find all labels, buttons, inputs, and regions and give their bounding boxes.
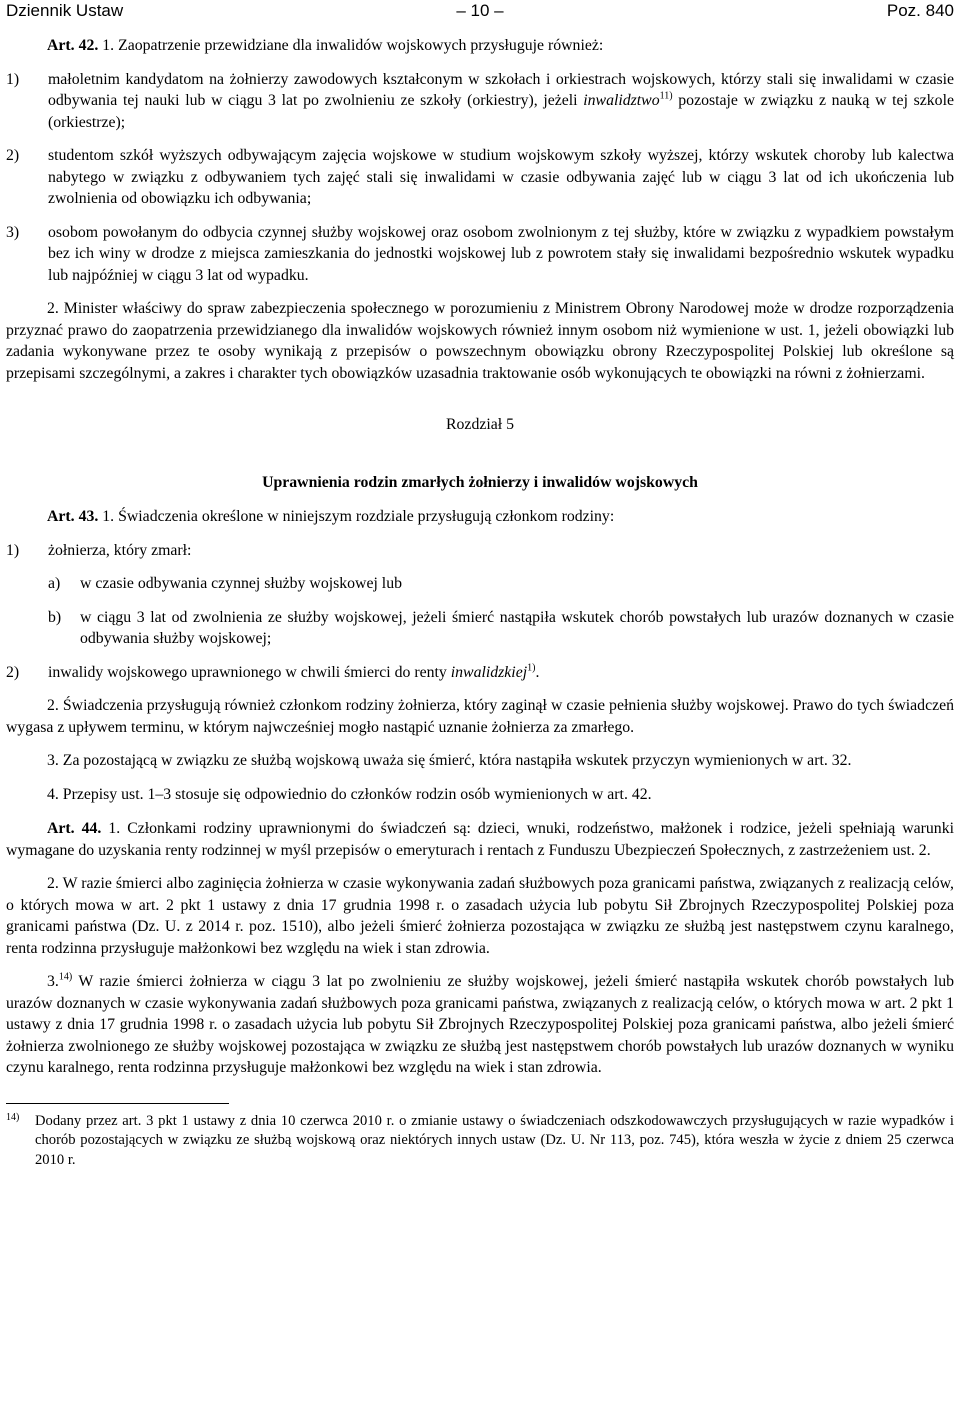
list-item bbox=[6, 222, 954, 287]
sub-item bbox=[6, 607, 954, 650]
item-number: 3) bbox=[6, 223, 20, 241]
item-text: inwalidy wojskowego uprawnionego w chwili śmierci do renty bbox=[48, 663, 451, 681]
footnote-ref: 11) bbox=[659, 90, 673, 102]
paragraph-text: W razie śmierci żołnierza w ciągu 3 lat po zwolnieniu ze służby wojskowej, jeżeli śmierć nastąpiła wskutek chorób powstałych lub urazów doznanych w czasie wykonywania zadań służbowych poza granicami państwa, związanych z realizacją celów, o których mowa w art. 2 pkt 1 ustawy z dnia 17 grudnia 1998 r. o zasadach użycia lub pobytu Sił Zbrojnych Rzeczypospolitej Polskiej poza granicami państwa, albo jeżeli śmierć żołnierza zwolnionego ze służby wojskowej pozostająca w związku ze służbą jest następstwem chorób powstałych lub urazów doznanych w wyniku czynu karalnego, renta rodzinna przysługuje małżonkowi bez względu na wiek i stan zdrowia. bbox=[6, 973, 954, 1076]
journal-name: Dziennik Ustaw bbox=[6, 1, 124, 20]
art-44-ust-3 bbox=[6, 971, 954, 1079]
item-text: małoletnim kandydatom na żołnierzy zawodowych kształconym w szkołach i orkiestrach wojskowych, którzy stali się inwalidami w czasie odbywania tej nauki lub w ciągu 3 lat po zwolnieniu ze szkoły (orkiestry), jeżeli bbox=[48, 70, 954, 109]
page-header bbox=[6, 0, 954, 22]
chapter-title: Uprawnienia rodzin zmarłych żołnierzy i inwalidów wojskowych bbox=[262, 473, 698, 491]
footnote-number: 14) bbox=[6, 1111, 20, 1123]
item-number: 1) bbox=[6, 70, 20, 88]
sub-item-text: w ciągu 3 lat od zwolnienia ze służby wojskowej, jeżeli śmierć nastąpiła wskutek chorób powstałych lub urazów doznanych w czasie odbywania służby wojskowej; bbox=[80, 608, 954, 647]
paragraph-number: 3. bbox=[47, 973, 59, 990]
art-44-ust-2: 2. W razie śmierci albo zaginięcia żołnierza w czasie wykonywania zadań służbowych poza granicami państwa, związanych z realizacją celów, o których mowa w art. 2 pkt 1 ustawy z dnia 17 grudnia 1998 r. o zasadach użycia lub pobytu Sił Zbrojnych Rzeczypospolitej Polskiej poza granicami państwa (Dz. U. z 2014 r. poz. 1510), albo jeżeli śmierć żołnierza pozostająca w związku ze służbą jest następstwem czynu karalnego, renta rodzinna przysługuje małżonkowi bez względu na wiek i stan zdrowia. bbox=[6, 875, 954, 957]
paragraph-text: Zaopatrzenie przewidziane dla inwalidów wojskowych przysługuje również: bbox=[118, 37, 604, 54]
footnote bbox=[6, 1112, 954, 1171]
item-text-italic: inwalidztwo bbox=[583, 92, 660, 109]
list-item bbox=[6, 69, 954, 134]
footnote-text: Dodany przez art. 3 pkt 1 ustawy z dnia 10 czerwca 2010 r. o zmianie ustawy o świadczeniach odszkodowawczych przysługujących w razie wypadków i chorób pozostających w związku ze służbą wojskową oraz niektórych innych ustaw (Dz. U. Nr 113, poz. 745), która weszła w życie z dniem 25 czerwca 2010 r. bbox=[35, 1112, 954, 1168]
item-number: 2) bbox=[6, 147, 20, 164]
paragraph-number: 1. bbox=[108, 820, 121, 837]
item-text: pozostaje w związku z nauką w tej szkole (orkiestrze); bbox=[48, 92, 954, 131]
sub-item bbox=[6, 573, 954, 595]
item-number: 1) bbox=[6, 541, 20, 559]
art-43-ust-3: 3. Za pozostającą w związku ze służbą wojskową uważa się śmierć, która nastąpiła wskutek przyczyn wymienionych w art. 32. bbox=[47, 752, 852, 769]
paragraph-number: 1. bbox=[102, 37, 115, 54]
position-number: Poz. 840 bbox=[886, 1, 954, 20]
item-text-italic: inwalidzkiej bbox=[450, 663, 528, 681]
page-number: – 10 – bbox=[456, 1, 504, 20]
art-43-ust-2: 2. Świadczenia przysługują również członkom rodziny żołnierza, który zaginął w czasie pełnienia służby wojskowej. Prawo do tych świadczeń wygasa z upływem terminu, w którym najwcześniej mogło nastąpić uznanie żołnierza za zmarłego. bbox=[6, 697, 954, 736]
list-item bbox=[6, 540, 954, 562]
art-42-ust-2: 2. Minister właściwy do spraw zabezpieczenia społecznego w porozumieniu z Ministrem Obrony Narodowej może w drodze rozporządzenia przyznać prawo do zaopatrzenia przewidzianego dla inwalidów wojskowych również innym osobom niż wymienione w ust. 1, jeżeli obowiązki lub zadania wykonywane przez te osoby wynikają z przepisów o powszechnym obowiązku obrony Rzeczypospolitej Polskiej lub określone są przepisami szczególnymi, a zakres i charakter tych obowiązków uzasadnia traktowanie osób wykonujących te obowiązki na równi z żołnierzami. bbox=[6, 300, 954, 382]
paragraph-number: 1. bbox=[102, 508, 115, 525]
item-text: studentom szkół wyższych odbywającym zajęcia wojskowe w studium wojskowym szkoły wyższej, którzy wskutek choroby lub kalectwa nabytego w związku z odbywaniem tych zajęć stali się inwalidami w czasie odbywania zajęć lub w ciągu 3 lat od ich ukończenia lub zwolnienia od obowiązku ich odbywania; bbox=[48, 147, 954, 207]
chapter-label: Rozdział 5 bbox=[446, 416, 514, 433]
list-item bbox=[6, 662, 954, 684]
footnote-divider bbox=[6, 1103, 229, 1104]
item-text: . bbox=[535, 663, 540, 681]
art-43-ust-1 bbox=[6, 506, 954, 528]
item-text: żołnierza, który zmarł: bbox=[48, 541, 192, 559]
paragraph-text: Świadczenia określone w niniejszym rozdziale przysługują członkom rodziny: bbox=[118, 508, 615, 525]
footnote-ref: 14) bbox=[58, 971, 73, 983]
article-label: Art. 44. bbox=[47, 820, 102, 837]
paragraph-text: Członkami rodziny uprawnionymi do świadczeń są: dzieci, wnuki, rodzeństwo, małżonek i rodzice, jeżeli spełniają warunki wymagane do uzyskania renty rodzinnej w myśl przepisów o emeryturach i rentach z Funduszu Ubezpieczeń Społecznych, z zastrzeżeniem ust. 2. bbox=[6, 820, 954, 859]
item-text: osobom powołanym do odbycia czynnej służby wojskowej oraz osobom zwolnionym z tej służby, które w związku z wypadkiem powstałym bez ich winy w drodze z miejsca zamieszkania do jednostki wojskowej lub z powrotem stały się inwalidami bezpośrednio wskutek wypadku lub najpóźniej w ciągu 3 lat od wypadku. bbox=[48, 223, 954, 284]
sub-item-letter: b) bbox=[48, 608, 62, 626]
article-label: Art. 43. bbox=[47, 508, 99, 525]
art-44-ust-1 bbox=[6, 818, 954, 861]
item-number: 2) bbox=[6, 663, 20, 681]
list-item bbox=[6, 145, 954, 210]
footnote-ref: 1) bbox=[527, 662, 536, 674]
art-42-ust-1 bbox=[6, 35, 954, 57]
art-43-ust-4: 4. Przepisy ust. 1–3 stosuje się odpowiednio do członków rodzin osób wymienionych w art. 42. bbox=[47, 785, 652, 803]
sub-item-letter: a) bbox=[48, 575, 61, 592]
article-label: Art. 42. bbox=[47, 37, 99, 54]
sub-item-text: w czasie odbywania czynnej służby wojskowej lub bbox=[80, 575, 402, 592]
